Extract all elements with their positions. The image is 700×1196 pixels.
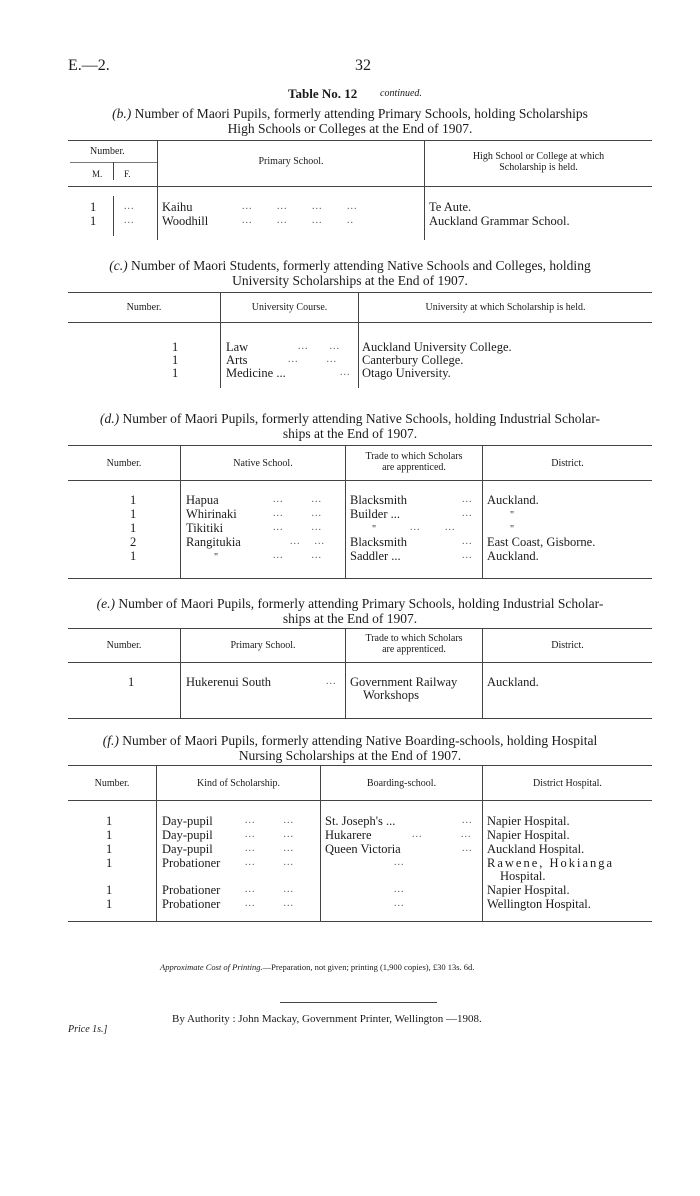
d-row4-school: Rangitukia: [186, 535, 241, 549]
d-row5-school: ": [214, 552, 219, 563]
f-row5-number: 1: [106, 883, 113, 897]
e-row1-school: Hukerenui South: [186, 675, 272, 689]
f-row3-number: 1: [106, 842, 113, 856]
section-d-caption-line2: ships at the End of 1907.: [282, 426, 418, 441]
f-row1-boarding: St. Joseph's ...: [325, 814, 396, 828]
b-row1-f: ...: [124, 201, 135, 212]
f-row4-hospital-line2: Hospital.: [500, 869, 546, 883]
f-row2-kind: Day-pupil: [162, 828, 213, 842]
e-row1-trade-line1: Government Railway: [350, 675, 458, 689]
f-row2-boarding: Hukarere: [325, 828, 372, 842]
e-header-number: Number.: [106, 640, 142, 651]
d-row2-trade: Builder ...: [350, 507, 400, 521]
f-row6-hospital: Wellington Hospital.: [487, 897, 591, 911]
cost-label: Approximate Cost of Printing.: [160, 962, 263, 972]
e-header-trade: [346, 633, 482, 655]
section-b-caption-line1: Number of Maori Pupils, formerly attending Primary Schools, holding Scholarships: [134, 106, 588, 121]
d-row1-school: Hapua: [186, 493, 219, 507]
f-row5-boarding: ...: [394, 884, 405, 895]
c-header-course: University Course.: [251, 302, 328, 313]
section-c-caption-line1: Number of Maori Students, formerly attending Native Schools and Colleges, holding: [131, 258, 591, 273]
c-row3-course: Medicine ...: [226, 366, 286, 380]
d-row1-number: 1: [130, 493, 137, 507]
section-f-caption-line1: Number of Maori Pupils, formerly attending Native Boarding-schools, holding Hospital: [122, 733, 598, 748]
f-row2-number: 1: [106, 828, 113, 842]
section-d-caption-line1: Number of Maori Pupils, formerly attending Native Schools, holding Industrial Scholar-: [122, 411, 600, 426]
b-row2-college: Auckland Grammar School.: [429, 214, 570, 228]
b-row1-m: 1: [90, 200, 97, 214]
e-row1-trade-line2: Workshops: [363, 688, 419, 702]
f-row1-number: 1: [106, 814, 113, 828]
section-c-caption: [45, 258, 655, 288]
authority-line: By Authority : John Mackay, Government Printer, Wellington —1908.: [172, 1013, 482, 1025]
f-header-hospital: District Hospital.: [533, 778, 602, 789]
section-f-caption: [45, 733, 655, 763]
page: E.—2. 32 Table No. 12 continued. (b.) Number of Maori Pupils, formerly attending Primary Schools, holding Scholarships High Schools or Colleges at the End of 1907. Number. M. F. Primary School. High School or College at which Scholarship is held. 1 ... Kaihu ... ... ... ... Te Aute. 1 ... Woodhill ... ... ... .. Auckland Grammar School. (c.) Number of Maori Students, formerly attending Native Schools and Colleges, holding University Scholarships at the End of 1907. Number. University Course. University at which Scholarship is held. 1 Law ... ... Auckland University College. 1 Arts ... ... Canterbury College. 1 Medicine ... ... Otago University. (d.) Number of Maori Pupils, formerly attending Native Schools, holding Industrial Scholar- ships at the End of 1907. Number. Native School. Trade to which Scholars are apprenticed. District. 1 Hapua ... ... Blacksmith ... Auckland. 1 Whirinaki ... ... Builder ... ... " 1 Tikitiki ... ... " ... ... " 2 Rangitukia ... ... Blacksmith ... East Coast, Gisborne. 1 " ... ... Saddler ... ... Auckland. (e.) Number of Maori Pupils, formerly attending Primary Schools, holding Industrial Scholar- ships at the End of 1907. Number. Primary School. Trade to which Scholars are apprenticed. District. 1 Hukerenui South ... Government Railway Workshops Auckland. (f.) Number of Maori Pupils, formerly attending Native Boarding-schools, holding Hospital Nursing Scholarships at the End of 1907. Number. Kind of Scholarship. Boarding-school. District Hospital. 1 Day-pupil ... ... St. Joseph's ... ... Napier Hospital. 1 Day-pupil ... ... Hukarere ... ... Napier Hospital. 1 Day-pupil ... ... Queen Victoria ... Auckland Hospital. 1 Probationer ... ... ... Rawene, Hokianga Hospital. 1 Probationer ... ... ... Napier Hospital. 1 Probationer ... ... ... Wellington Hospital. Approximate Cost of Printing.—Preparation, not given; printing (1,900 copies), £30 13s. 6d. By Authority : John Mackay, Government Printer, Wellington —1908. Price 1s.]: [0, 0, 700, 1196]
e-row1-district: Auckland.: [487, 675, 539, 689]
f-row6-kind: Probationer: [162, 897, 221, 911]
f-header-kind: Kind of Scholarship.: [196, 778, 281, 789]
f-row6-number: 1: [106, 897, 113, 911]
section-e-label: (e.): [96, 596, 116, 611]
f-row5-hospital: Napier Hospital.: [487, 883, 570, 897]
section-d-caption: [45, 411, 655, 441]
d-header-district: District.: [551, 458, 584, 469]
d-row2-district: ": [510, 510, 515, 521]
e-header-school: Primary School.: [230, 640, 296, 651]
f-row4-boarding: ...: [394, 857, 405, 868]
c-row3-university: Otago University.: [362, 366, 451, 380]
c-header-university: University at which Scholarship is held.: [425, 302, 586, 313]
f-row4-number: 1: [106, 856, 113, 870]
c-row2-course: Arts: [226, 353, 248, 367]
b-header-school: Primary School.: [258, 156, 324, 167]
b-row2-school: Woodhill: [162, 214, 209, 228]
e-header-trade-line2: are apprenticed.: [382, 644, 446, 655]
d-header-trade-line1: Trade to which Scholars: [365, 451, 463, 462]
b-header-college-line2: Scholarship is held.: [499, 162, 578, 173]
d-row3-number: 1: [130, 521, 137, 535]
f-row4-kind: Probationer: [162, 856, 221, 870]
e-header-trade-line1: Trade to which Scholars: [365, 633, 463, 644]
d-row3-school: Tikitiki: [186, 521, 224, 535]
b-header-f: F.: [124, 169, 131, 179]
section-f-caption-line2: Nursing Scholarships at the End of 1907.: [238, 748, 462, 763]
f-row3-kind: Day-pupil: [162, 842, 213, 856]
section-b-label: (b.): [112, 106, 132, 121]
b-row1-school: Kaihu: [162, 200, 193, 214]
cost-text: —Preparation, not given; printing (1,900 copies), £30 13s. 6d.: [262, 962, 475, 972]
section-e-caption-line1: Number of Maori Pupils, formerly attending Primary Schools, holding Industrial Scholar-: [118, 596, 604, 611]
d-row1-trade: Blacksmith: [350, 493, 407, 507]
d-row4-district: East Coast, Gisborne.: [487, 535, 596, 549]
d-row4-trade: Blacksmith: [350, 535, 407, 549]
c-row3-number: 1: [172, 366, 179, 380]
d-row5-trade: Saddler ...: [350, 549, 401, 563]
c-row1-course: Law: [226, 340, 249, 354]
section-e-caption: [45, 596, 655, 626]
b-header-college: [425, 151, 652, 173]
section-c-caption-line2: University Scholarships at the End of 1907.: [232, 273, 468, 288]
e-row1-number: 1: [128, 675, 135, 689]
f-row3-boarding: Queen Victoria: [325, 842, 401, 856]
c-header-number: Number.: [126, 302, 162, 313]
table-continued: continued.: [380, 88, 422, 99]
b-row1-college: Te Aute.: [429, 200, 472, 214]
f-row1-hospital: Napier Hospital.: [487, 814, 570, 828]
d-row5-district: Auckland.: [487, 549, 539, 563]
section-e-caption-line2: ships at the End of 1907.: [282, 611, 418, 626]
b-row2-f: ...: [124, 215, 135, 226]
c-row2-number: 1: [172, 353, 179, 367]
b-header-college-line1: High School or College at which: [472, 151, 605, 162]
f-row2-hospital: Napier Hospital.: [487, 828, 570, 842]
section-b-caption-line2: High Schools or Colleges at the End of 1907.: [227, 121, 473, 136]
d-row4-number: 2: [130, 535, 137, 549]
b-row2-m: 1: [90, 214, 97, 228]
page-number: 32: [355, 57, 371, 74]
f-row6-boarding: ...: [394, 898, 405, 909]
d-header-number: Number.: [106, 458, 142, 469]
d-row5-number: 1: [130, 549, 137, 563]
f-header-boarding: Boarding-school.: [366, 778, 437, 789]
table-title: Table No. 12: [288, 86, 358, 101]
d-row1-district: Auckland.: [487, 493, 539, 507]
e-header-district: District.: [551, 640, 584, 651]
d-header-trade-line2: are apprenticed.: [382, 462, 446, 473]
section-d-label: (d.): [100, 411, 120, 426]
report-code: E.—2.: [68, 57, 110, 74]
f-row3-hospital: Auckland Hospital.: [487, 842, 585, 856]
price: Price 1s.]: [68, 1024, 108, 1035]
d-header-school: Native School.: [233, 458, 293, 469]
c-row2-university: Canterbury College.: [362, 353, 464, 367]
c-row1-number: 1: [172, 340, 179, 354]
d-row2-number: 1: [130, 507, 137, 521]
section-b-caption: [45, 106, 655, 136]
f-row1-kind: Day-pupil: [162, 814, 213, 828]
f-row5-kind: Probationer: [162, 883, 221, 897]
b-header-m: M.: [92, 169, 103, 179]
f-row4-hospital: Rawene, Hokianga: [487, 856, 615, 870]
b-header-number: Number.: [90, 146, 125, 157]
cost-of-printing: [160, 962, 474, 972]
d-row2-school: Whirinaki: [186, 507, 237, 521]
f-header-number: Number.: [94, 778, 130, 789]
c-row1-university: Auckland University College.: [362, 340, 512, 354]
d-row3-district: ": [510, 524, 515, 535]
section-c-label: (c.): [109, 258, 128, 273]
section-f-label: (f.): [102, 733, 119, 748]
d-header-trade: [346, 451, 482, 473]
d-row3-trade: ": [372, 524, 377, 535]
